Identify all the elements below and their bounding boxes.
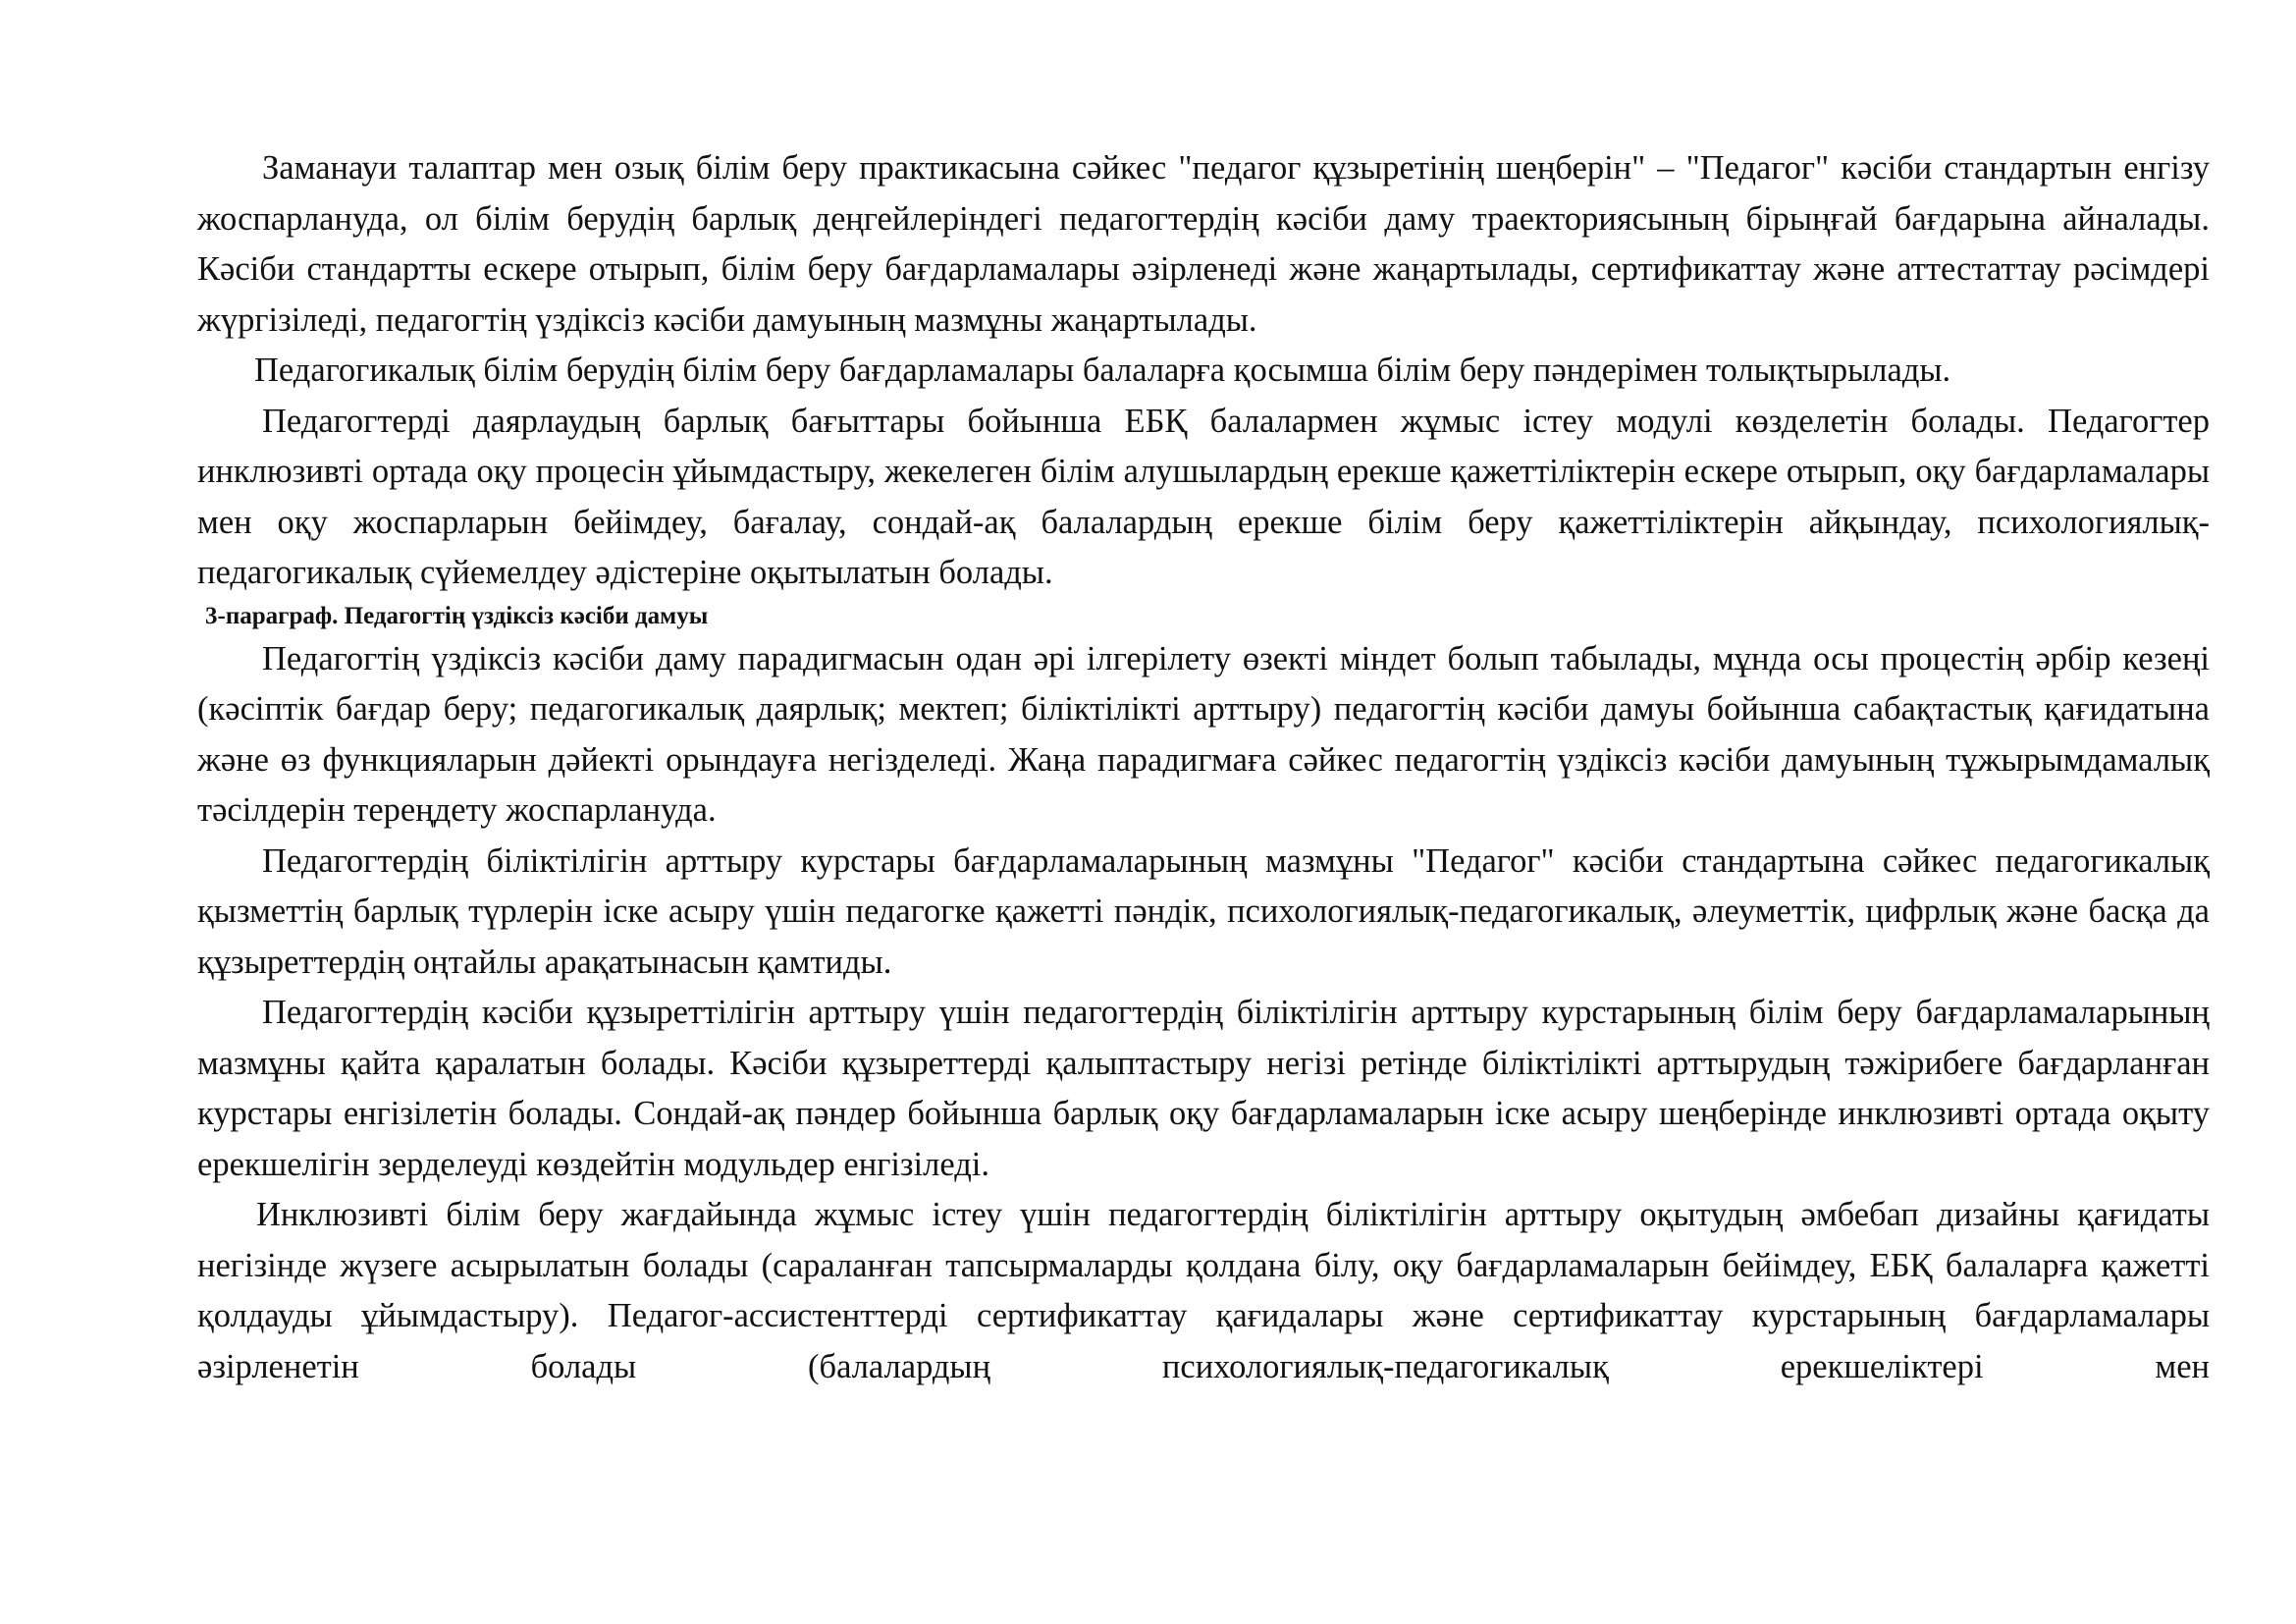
paragraph-course-content: Педагогтердің біліктілігін арттыру курстары бағдарламаларының мазмұны "Педагог" кәсіби стандартына сәйкес педагогикалық қызметтің барлық түрлерін іске асыру үшін педагогке қажетті пәндік, психологиялық-педагогикалық, әлеуметтік, цифрлық және басқа да құзыреттердің оңтайлы арақатынасын қамтиды.: [197, 841, 2210, 981]
section-heading: 3-параграф. Педагогтің үздіксіз кәсіби дамуы: [205, 602, 709, 629]
paragraph-competence-courses: Педагогтердің кәсіби құзыреттілігін арттыру үшін педагогтердің біліктілігін арттыру курстарының білім беру бағдарламаларының мазмұны қайта қаралатын болады. Кәсіби құзыреттерді қалыптастыру негізі ретінде біліктілікті арттырудың тәжірибеге бағдарланған курстары енгізілетін болады. Сондай-ақ пәндер бойынша барлық оқу бағдарламаларын іске асыру шеңберінде инклюзивті ортада оқыту ерекшелігін зерделеуді көздейтін модульдер енгізіледі.: [197, 994, 2210, 1183]
paragraph-inclusive-training: Инклюзивті білім беру жағдайында жұмыс істеу үшін педагогтердің біліктілігін арттыру оқытудың әмбебап дизайны қағидаты негізінде жүзеге асырылатын болады (сараланған тапсырмаларды қолдана білу, оқу бағдарламаларын бейімдеу, ЕБҚ балаларға қажетті қолдауды ұйымдастыру). Педагог-ассистенттерді сертификаттау қағидалары және сертификаттау курстарының бағдарламалары әзірленетін болады (балалардың психологиялық-педагогикалық ерекшеліктері мен: [197, 1196, 2210, 1385]
paragraph-additional-subjects: Педагогикалық білім берудің білім беру бағдарламалары балаларға қосымша білім беру пәндерімен толықтырылады.: [254, 352, 1951, 389]
paragraph-professional-standard: Заманауи талаптар мен озық білім беру практикасына сәйкес "педагог құзыретінің шеңберін" – "Педагог" кәсіби стандартын енгізу жоспарлануда, ол білім берудің барлық деңгейлеріндегі педагогтердің кәсіби даму траекториясының бірыңғай бағдарына айналады. Кәсіби стандартты ескере отырып, білім беру бағдарламалары әзірленеді және жаңартылады, сертификаттау және аттестаттау рәсімдері жүргізіледі, педагогтің үздіксіз кәсіби дамуының мазмұны жаңартылады.: [197, 149, 2210, 339]
paragraph-sen-module: Педагогтерді даярлаудың барлық бағыттары бойынша ЕБҚ балалармен жұмыс істеу модулі көзделетін болады. Педагогтер инклюзивті ортада оқу процесін ұйымдастыру, жекелеген білім алушылардың ерекше қажеттіліктерін ескере отырып, оқу бағдарламалары мен оқу жоспарларын бейімдеу, бағалау, сондай-ақ балалардың ерекше білім беру қажеттіліктерін айқындау, психологиялық-педагогикалық сүйемелдеу әдістеріне оқытылатын болады.: [197, 402, 2210, 591]
paragraph-continuous-development: Педагогтің үздіксіз кәсіби даму парадигмасын одан әрі ілгерілету өзекті міндет болып табылады, мұнда осы процестің әрбір кезеңі (кәсіптік бағдар беру; педагогикалық даярлық; мектеп; біліктілікті арттыру) педагогтің кәсіби дамуы бойынша сабақтастық қағидатына және өз функцияларын дәйекті орындауға негізделеді. Жаңа парадигмаға сәйкес педагогтің үздіксіз кәсіби дамуының тұжырымдамалық тәсілдерін тереңдету жоспарлануда.: [197, 639, 2210, 829]
document-body: [197, 143, 2210, 1392]
